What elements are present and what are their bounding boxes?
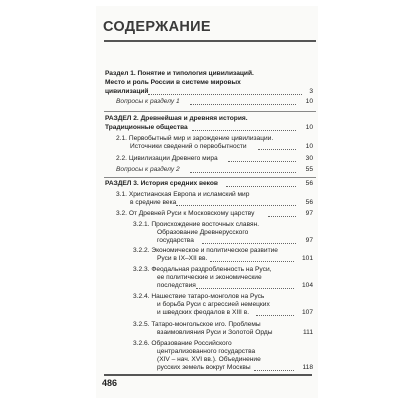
toc-entry-2-2-leader	[228, 161, 296, 162]
toc-entry-3-2-5-page: 111	[302, 329, 313, 336]
toc-entry-3-2-2-leader	[210, 261, 294, 262]
section-divider	[104, 177, 316, 178]
toc-entry-3-2-2-line-2: Руси в IX–XII вв.	[157, 255, 208, 262]
section-2-page: 10	[305, 124, 313, 131]
toc-entry-3-2: 3.2. От Древней Руси к Московскому царству	[116, 210, 255, 217]
toc-entry-3-1-line-1: 3.1. Христианская Европа и исламский мир	[116, 191, 250, 198]
section-divider	[104, 111, 316, 112]
section-1-line-2: Место и роль России в системе мировых	[105, 79, 241, 86]
section-2-questions-page: 55	[305, 166, 313, 173]
toc-entry-3-2-1-line-1: 3.2.1. Происхождение восточных славян.	[133, 221, 260, 228]
section-1-line-1: Раздел 1. Понятие и типология цивилизаций.	[105, 70, 254, 77]
toc-entry-3-2-6-line-1: 3.2.6. Образование Российского	[133, 340, 232, 347]
section-1-page: 3	[309, 88, 313, 95]
toc-entry-3-2-6-line-2: централизованного государства	[157, 348, 256, 355]
page-number: 486	[102, 378, 118, 388]
toc-entry-3-2-6-leader	[254, 370, 294, 371]
toc-entry-3-2-4-line-1: 3.2.4. Нашествие татаро-монголов на Русь	[133, 293, 265, 300]
section-1-questions-leader	[190, 104, 296, 105]
toc-entry-3-1-page: 56	[305, 199, 313, 206]
section-1-leader	[148, 94, 302, 95]
toc-entry-3-2-leader	[268, 216, 296, 217]
toc-entry-2-1-page: 10	[305, 143, 313, 150]
toc-entry-3-2-2-line-1: 3.2.2. Экономическое и политическое развитие	[133, 247, 278, 254]
section-2-line-2: Традиционные общества	[105, 124, 188, 131]
toc-entry-3-2-6-line-3: (XIV – нач. XVI вв.). Объединение	[157, 356, 261, 363]
section-2-line-1: РАЗДЕЛ 2. Древнейшая и древняя история.	[105, 115, 248, 122]
toc-entry-3-2-1-page: 97	[305, 237, 313, 244]
section-2-leader	[192, 130, 296, 131]
toc-entry-3-2-1-line-3: государства	[157, 237, 194, 244]
toc-entry-3-1-line-2: в средние века	[130, 199, 177, 206]
toc-entry-3-2-5-line-1: 3.2.5. Татаро-монгольское иго. Проблемы	[133, 321, 261, 328]
section-2-questions: Вопросы к разделу 2	[116, 166, 180, 173]
toc-entry-2-1-leader	[258, 149, 296, 150]
toc-entry-3-2-1-line-2: Образование Древнерусского	[157, 229, 249, 236]
toc-entry-3-1-leader	[176, 205, 296, 206]
toc-entry-3-2-3-line-1: 3.2.3. Феодальная раздробленность на Руси,	[133, 266, 272, 273]
section-1-questions: Вопросы к разделу 1	[116, 98, 180, 105]
toc-entry-3-2-3-page: 104	[301, 282, 313, 289]
section-3-page: 56	[305, 180, 313, 187]
toc-entry-3-2-6-line-4: русских земель вокруг Москвы	[157, 364, 251, 371]
toc-entry-3-2-3-line-2: ее политические и экономические	[157, 274, 262, 281]
toc-entry-2-2: 2.2. Цивилизации Древнего мира	[116, 155, 218, 162]
toc-entry-3-2-5-line-2: взаимовлияния Руси и Золотой Орды	[157, 329, 273, 336]
toc-entry-3-2-3-line-3: последствия	[157, 282, 196, 289]
toc-entry-2-2-page: 30	[305, 155, 313, 162]
section-1-line-3: цивилизаций	[105, 88, 149, 95]
toc-entry-3-2-1-leader	[202, 243, 296, 244]
section-1-questions-page: 10	[305, 98, 313, 105]
footer-rule	[104, 374, 312, 376]
toc-entry-3-2-4-line-2: и борьба Руси с агрессией немецких	[157, 301, 270, 308]
toc-entry-2-1-line-1: 2.1. Первобытный мир и зарождение цивилизации.	[116, 135, 274, 142]
section-3-line-1: РАЗДЕЛ 3. История средних веков	[105, 180, 218, 187]
toc-entry-3-2-4-line-3: и шведских феодалов в XIII в.	[157, 309, 250, 316]
toc-entry-3-2-4-leader	[256, 315, 294, 316]
section-2-questions-leader	[190, 172, 296, 173]
section-3-leader	[226, 186, 296, 187]
toc-entry-2-1-line-2: Источники сведений о первобытности	[130, 143, 247, 150]
toc-entry-3-2-3-leader	[196, 288, 294, 289]
page-title: СОДЕРЖАНИЕ	[103, 19, 211, 35]
toc-entry-3-2-page: 97	[305, 210, 313, 217]
toc-entry-3-2-2-page: 101	[301, 255, 313, 262]
toc-entry-3-2-6-page: 118	[302, 364, 313, 371]
toc-entry-3-2-4-page: 107	[301, 309, 313, 316]
title-rule	[104, 40, 316, 42]
